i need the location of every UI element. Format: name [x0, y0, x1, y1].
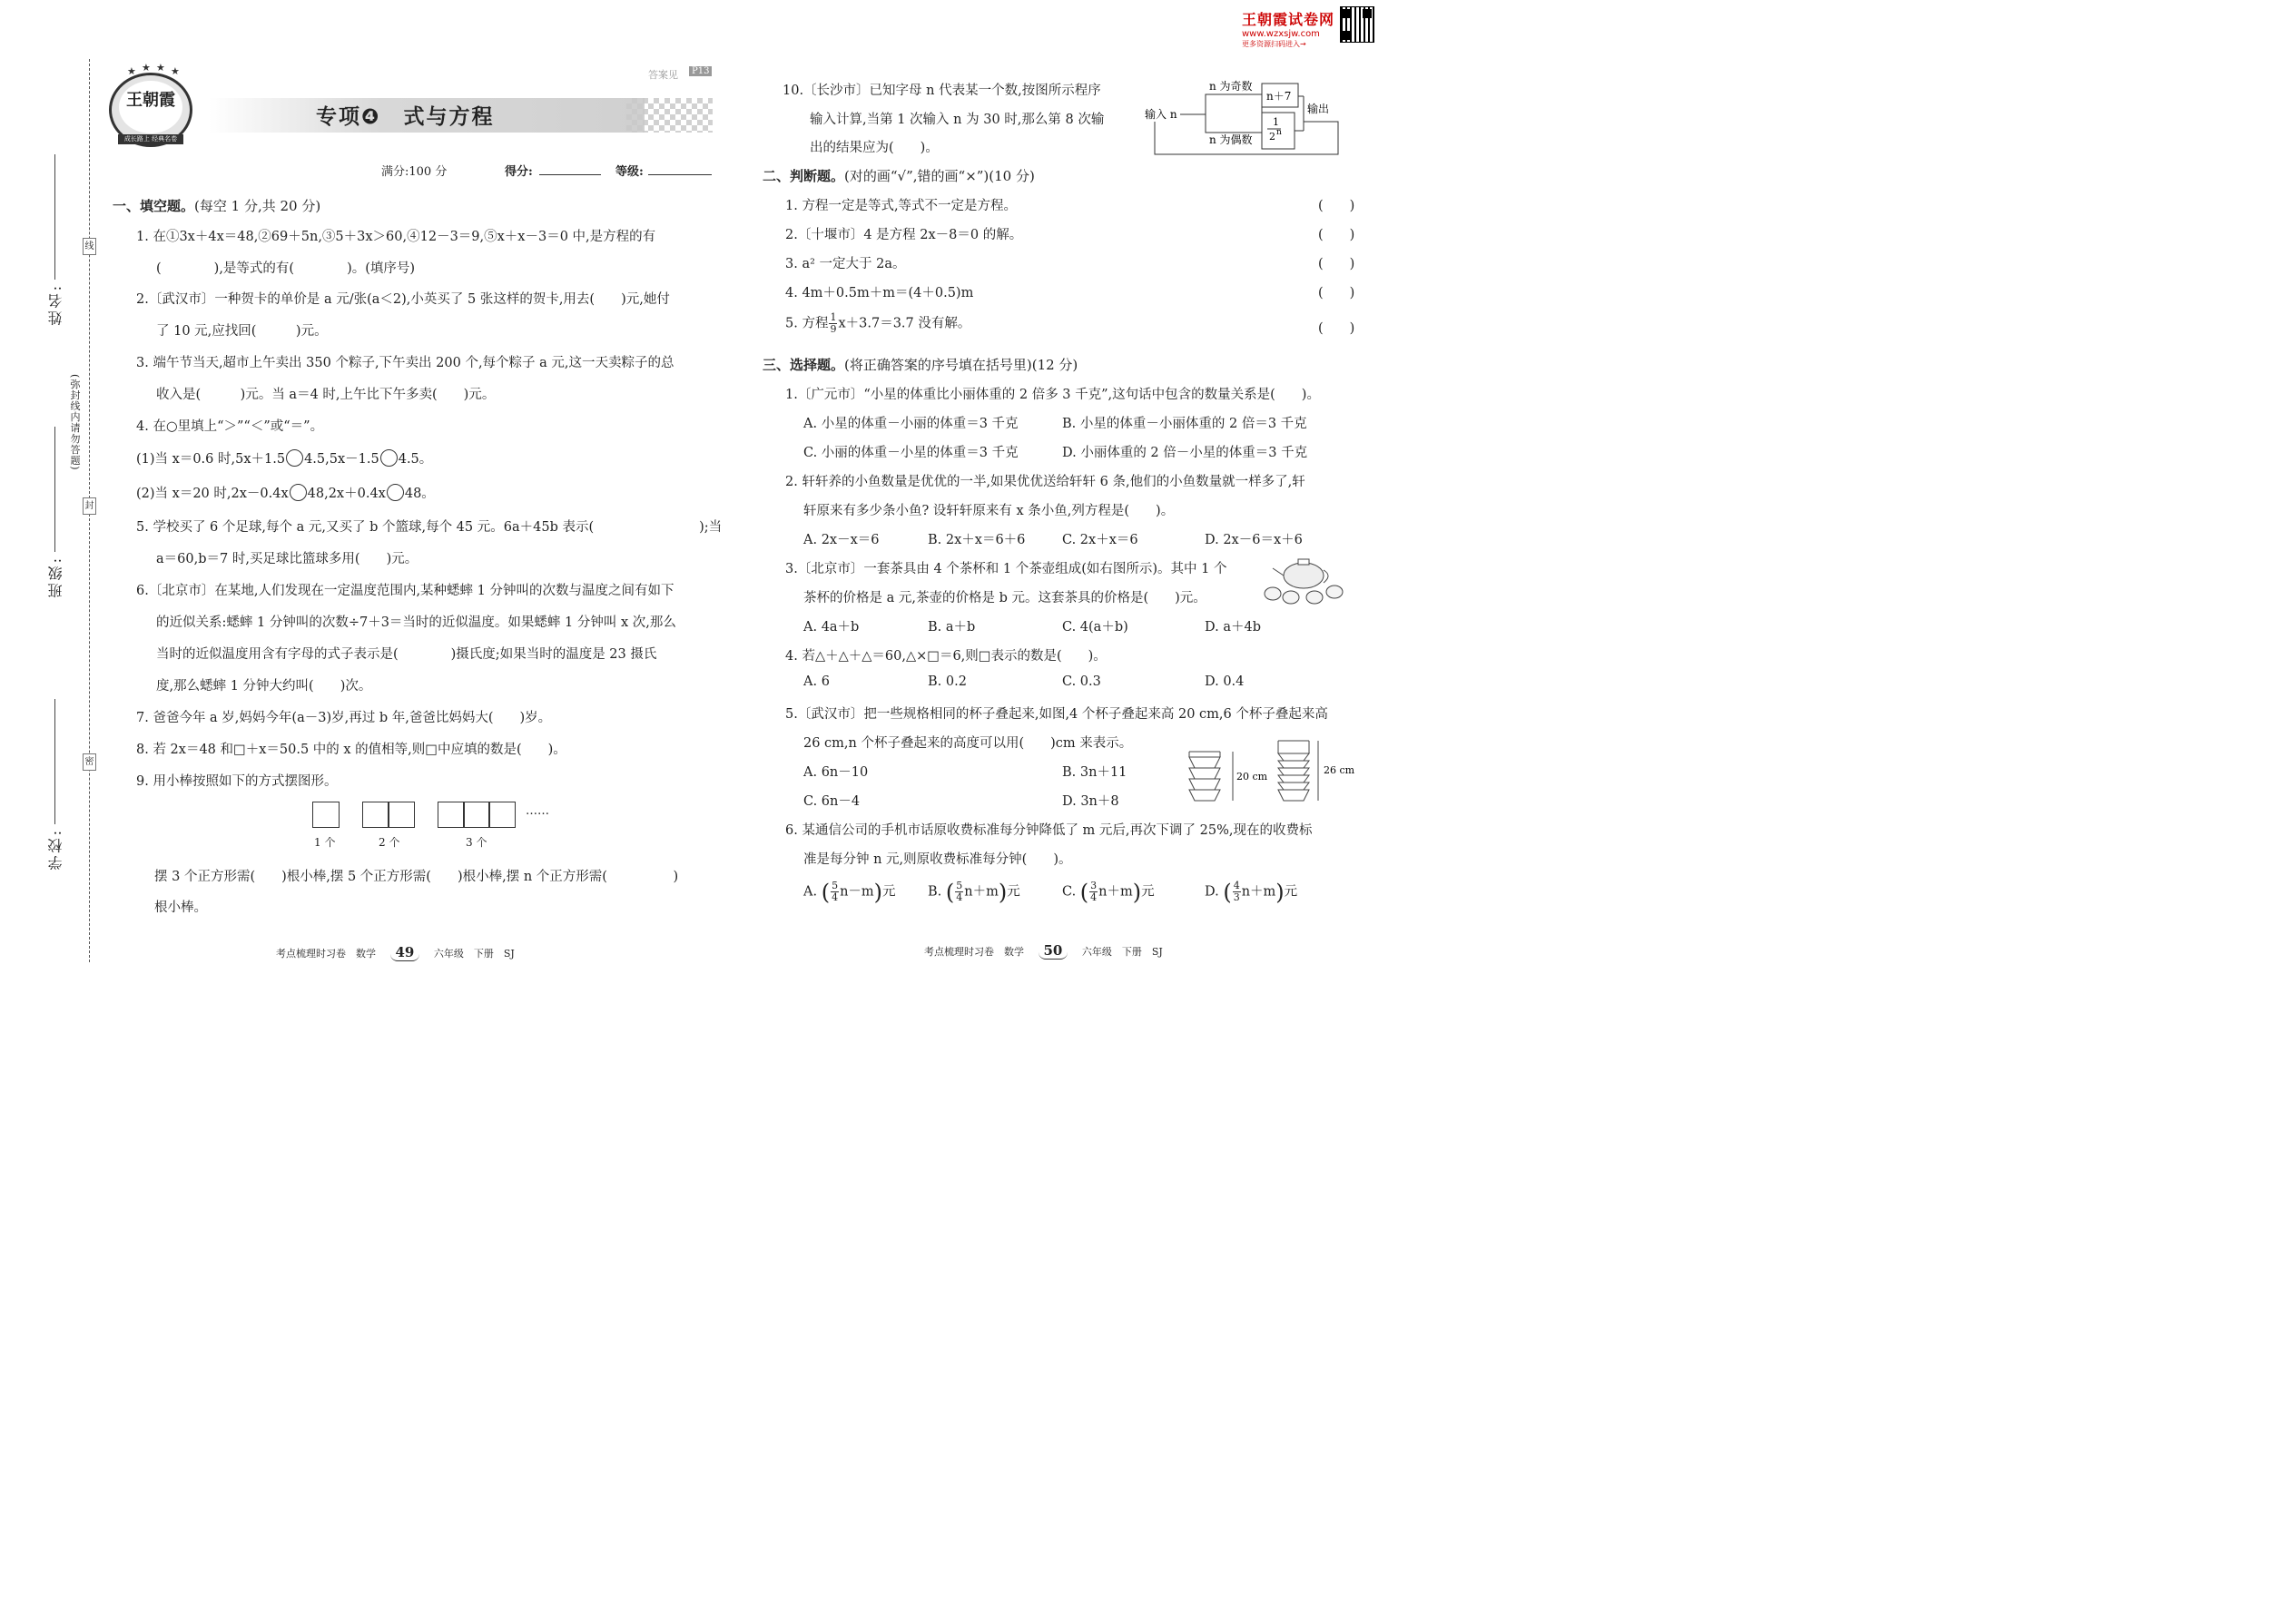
choice-3-option-a[interactable]: A. 4a＋b [803, 620, 860, 635]
flow-input-label: 输入 n [1145, 108, 1177, 121]
compare-circle-blank[interactable] [290, 484, 307, 501]
section-choice-title: 三、选择题。(将正确答案的序号填在括号里)(12 分) [763, 357, 1078, 373]
question-5-line1: 5. 学校买了 6 个足球,每个 a 元,又买了 b 个篮球,每个 45 元。6a＋45b 表示( );当 [136, 520, 723, 535]
class-blank-line [54, 427, 55, 552]
flow-even-label: n 为偶数 [1209, 133, 1253, 146]
stacked-cups-image [1187, 739, 1360, 804]
tea-set-image [1260, 556, 1351, 610]
choice-6-line2: 准是每分钟 n 元,则原收费标准每分钟( )。 [803, 852, 1072, 867]
logo-tagline: 成长路上 经典名卷 [118, 134, 183, 144]
choice-2-option-c[interactable]: C. 2x＋x＝6 [1062, 533, 1138, 547]
flow-output-label: 输出 [1307, 103, 1330, 115]
choice-1-stem: 1.〔广元市〕“小星的体重比小丽体重的 2 倍多 3 千克”,这句话中包含的数量关系是( )。 [785, 388, 1320, 402]
star-icon: ★ [127, 65, 136, 77]
judge-5: 5. 方程 $\frac{1}{9}$ x＋3.7＝3.7 没有解。 [785, 311, 971, 335]
question-1-line2: ( ),是等式的有( )。(填序号) [156, 261, 416, 276]
square-shape [488, 802, 516, 828]
judge-answer-blank[interactable]: ( ) [1318, 257, 1355, 271]
flow-odd-label: n 为奇数 [1209, 80, 1253, 93]
school-label: 学校: [47, 828, 64, 871]
judge-answer-blank[interactable]: ( ) [1318, 199, 1355, 213]
judge-answer-blank[interactable]: ( ) [1318, 321, 1355, 336]
fraction: $\frac{4}{3}$ [1233, 880, 1240, 903]
page-title: 专项❹ 式与方程 [316, 105, 495, 129]
choice-6-option-d[interactable]: D. ( $\frac{4}{3}$ n＋m)元 [1205, 879, 1298, 905]
brand-name: 王朝霞试卷网 [1242, 11, 1335, 28]
binding-mark-line: 线 [83, 238, 96, 255]
binding-note: (弥封线内请勿答题) [69, 374, 81, 471]
question-4-stem: 4. 在○里填上“＞”“＜”或“＝”。 [136, 419, 324, 434]
answer-ref-page: P13 [689, 66, 712, 76]
footer-right: 考点梳理时习卷 数学 50 六年级 下册 SJ [924, 942, 1163, 959]
choice-2-option-a[interactable]: A. 2x－x＝6 [803, 533, 880, 547]
judge-1: 1. 方程一定是等式,等式不一定是方程。 [785, 199, 1018, 213]
choice-5-option-b[interactable]: B. 3n＋11 [1062, 765, 1127, 780]
choice-1-option-c[interactable]: C. 小丽的体重－小星的体重＝3 千克 [803, 446, 1019, 460]
page-number: 50 [1039, 942, 1068, 960]
footer-left: 考点梳理时习卷 数学 49 六年级 下册 SJ [276, 944, 515, 960]
question-8: 8. 若 2x＝48 和□＋x＝50.5 中的 x 的值相等,则□中应填的数是( )。 [136, 743, 566, 757]
question-2-line1: 2.〔武汉市〕一种贺卡的单价是 a 元/张(a＜2),小英买了 5 张这样的贺卡,用去( )元,她付 [136, 292, 670, 307]
judge-4: 4. 4m＋0.5m＋m＝(4＋0.5)m [785, 286, 974, 300]
full-score: 满分:100 分 [381, 165, 448, 179]
flow-box-half-num: 1 [1273, 116, 1279, 128]
name-label: 姓名: [47, 283, 64, 326]
question-3-line2: 收入是( )元。当 a＝4 时,上午比下午多卖( )元。 [156, 388, 496, 402]
square-shape [388, 802, 415, 828]
figure-label: 2 个 [379, 836, 400, 849]
choice-3-option-b[interactable]: B. a＋b [928, 620, 976, 635]
square-shape [463, 802, 490, 828]
compare-circle-blank[interactable] [387, 484, 404, 501]
compare-circle-blank[interactable] [286, 449, 303, 467]
grade-blank [648, 174, 712, 175]
question-7: 7. 爸爸今年 a 岁,妈妈今年(a－3)岁,再过 b 年,爸爸比妈妈大( )岁。 [136, 711, 552, 725]
judge-3: 3. a² 一定大于 2a。 [785, 257, 906, 271]
flow-box-half-den: 2 [1269, 131, 1275, 143]
question-5-line2: a＝60,b＝7 时,买足球比篮球多用( )元。 [156, 552, 418, 566]
binding-mark-secret: 密 [83, 753, 96, 771]
judge-2: 2.〔十堰市〕4 是方程 2x－8＝0 的解。 [785, 228, 1023, 242]
fraction: $\frac{5}{4}$ [832, 880, 839, 903]
choice-5-line2: 26 cm,n 个杯子叠起来的高度可以用( )cm 来表示。 [803, 736, 1133, 751]
name-blank-line [54, 154, 55, 280]
choice-4-option-d[interactable]: D. 0.4 [1205, 674, 1245, 689]
square-shape [362, 802, 389, 828]
program-flowchart [1142, 76, 1344, 156]
choice-2-line2: 轩原来有多少条小鱼? 设轩轩原来有 x 条小鱼,列方程是( )。 [803, 504, 1175, 518]
square-shape [438, 802, 465, 828]
brand-header [1242, 8, 1334, 49]
score-blank [539, 174, 601, 175]
binding-mark-seal: 封 [83, 497, 96, 515]
question-1-line1: 1. 在①3x＋4x＝48,②69＋5n,③5＋3x＞60,④12－3＝9,⑤x＋x－3＝0 中,是方程的有 [136, 230, 656, 244]
choice-1-option-a[interactable]: A. 小星的体重－小丽的体重＝3 千克 [803, 417, 1019, 431]
question-2-line2: 了 10 元,应找回( )元。 [156, 324, 328, 339]
fraction: $\frac{5}{4}$ [956, 880, 963, 903]
choice-5-option-a[interactable]: A. 6n－10 [803, 765, 869, 780]
figure-label: 3 个 [466, 836, 487, 849]
question-4-part1: (1)当 x＝0.6 时,5x＋1.5 4.5,5x－1.5 4.5。 [136, 448, 432, 468]
choice-5-option-d[interactable]: D. 3n＋8 [1062, 794, 1119, 809]
question-10-line1: 10.〔长沙市〕已知字母 n 代表某一个数,按图所示程序 [783, 84, 1101, 98]
choice-1-option-b[interactable]: B. 小星的体重－小丽体重的 2 倍＝3 千克 [1062, 417, 1307, 431]
choice-4-option-c[interactable]: C. 0.3 [1062, 674, 1101, 689]
question-4-part2: (2)当 x＝20 时,2x－0.4x 48,2x＋0.4x 48。 [136, 483, 435, 502]
question-10-line2: 输入计算,当第 1 次输入 n 为 30 时,那么第 8 次输 [810, 113, 1105, 127]
figure-ellipsis: …… [526, 804, 549, 818]
star-icon: ★ [142, 62, 151, 74]
fraction: $\frac{3}{4}$ [1090, 880, 1098, 903]
flow-box-add7-text: n＋7 [1266, 90, 1292, 103]
brand-url: www.wzxsjw.com [1242, 29, 1320, 39]
choice-5-option-c[interactable]: C. 6n－4 [803, 794, 861, 809]
choice-3-line2: 茶杯的价格是 a 元,茶壶的价格是 b 元。这套茶具的价格是( )元。 [803, 591, 1206, 605]
page-number: 49 [390, 944, 420, 961]
score-label: 得分: [505, 165, 533, 179]
question-6-line2: 的近似关系:蟋蟀 1 分钟叫的次数÷7＋3＝当时的近似温度。如果蟋蟀 1 分钟叫 x 次,那么 [156, 615, 676, 630]
question-9-line2: 摆 3 个正方形需( )根小棒,摆 5 个正方形需( )根小棒,摆 n 个正方形需( ) [154, 870, 679, 884]
choice-6-option-c[interactable]: C. ( $\frac{3}{4}$ n＋m)元 [1062, 879, 1155, 905]
choice-6-option-b[interactable]: B. ( $\frac{5}{4}$ n＋m)元 [928, 879, 1020, 905]
question-6-line3: 当时的近似温度用含有字母的式子表示是( )摄氏度;如果当时的温度是 23 摄氏 [156, 647, 657, 662]
answer-ref-label: 答案见 [648, 69, 678, 81]
choice-3-option-d[interactable]: D. a＋4b [1205, 620, 1261, 635]
school-blank-line [54, 699, 55, 824]
compare-circle-blank[interactable] [380, 449, 398, 467]
flow-box-half-var: n [1276, 128, 1282, 137]
question-9-line3: 根小棒。 [154, 901, 207, 915]
star-icon: ★ [171, 65, 180, 77]
section-judge-title: 二、判断题。(对的画“√”,错的画“×”)(10 分) [763, 168, 1035, 184]
choice-3-option-c[interactable]: C. 4(a＋b) [1062, 620, 1128, 635]
choice-4-option-a[interactable]: A. 6 [803, 674, 830, 689]
qr-code-icon[interactable] [1340, 6, 1374, 43]
class-label: 班级: [47, 556, 64, 598]
flow-main-box [1206, 94, 1262, 133]
title-checker-decoration [626, 98, 713, 133]
choice-4-option-b[interactable]: B. 0.2 [928, 674, 967, 689]
question-10-line3: 出的结果应为( )。 [810, 141, 939, 155]
brand-tagline: 更多资源扫码进入→ [1242, 40, 1306, 48]
logo-text: 王朝霞 [119, 81, 182, 133]
figure-label: 1 个 [314, 836, 336, 849]
cups-height-1: 20 cm [1236, 771, 1268, 782]
question-3-line1: 3. 端午节当天,超市上午卖出 350 个粽子,下午卖出 200 个,每个粽子 a 元,这一天卖粽子的总 [136, 356, 674, 370]
choice-2-option-b[interactable]: B. 2x＋x＝6＋6 [928, 533, 1026, 547]
fraction: $\frac{1}{9}$ [830, 311, 837, 335]
judge-answer-blank[interactable]: ( ) [1318, 286, 1355, 300]
square-shape [312, 802, 340, 828]
choice-4-stem: 4. 若△＋△＋△＝60,△×□＝6,则□表示的数是( )。 [785, 649, 1107, 664]
star-icon: ★ [156, 62, 165, 74]
choice-2-option-d[interactable]: D. 2x－6＝x＋6 [1205, 533, 1303, 547]
question-6-line4: 度,那么蟋蟀 1 分钟大约叫( )次。 [156, 679, 372, 694]
section-fill-blank-title: 一、填空题。(每空 1 分,共 20 分) [113, 198, 321, 214]
choice-1-option-d[interactable]: D. 小丽体重的 2 倍－小星的体重＝3 千克 [1062, 446, 1308, 460]
choice-6-line1: 6. 某通信公司的手机市话原收费标准每分钟降低了 m 元后,再次下调了 25%,现在的收费标 [785, 823, 1313, 838]
choice-2-line1: 2. 轩轩养的小鱼数量是优优的一半,如果优优送给轩轩 6 条,他们的小鱼数量就一样多了,轩 [785, 475, 1305, 489]
choice-5-line1: 5.〔武汉市〕把一些规格相同的杯子叠起来,如图,4 个杯子叠起来高 20 cm,6 个杯子叠起来高 [785, 707, 1328, 722]
choice-3-line1: 3.〔北京市〕一套茶具由 4 个茶杯和 1 个茶壶组成(如右图所示)。其中 1 个 [785, 562, 1227, 576]
grade-label: 等级: [615, 165, 644, 179]
choice-6-option-a[interactable]: A. ( $\frac{5}{4}$ n－m)元 [803, 879, 896, 905]
cups-height-2: 26 cm [1324, 764, 1355, 776]
judge-answer-blank[interactable]: ( ) [1318, 228, 1355, 242]
question-6-line1: 6.〔北京市〕在某地,人们发现在一定温度范围内,某种蟋蟀 1 分钟叫的次数与温度之间有如下 [136, 584, 674, 598]
question-9-stem: 9. 用小棒按照如下的方式摆图形。 [136, 774, 338, 789]
